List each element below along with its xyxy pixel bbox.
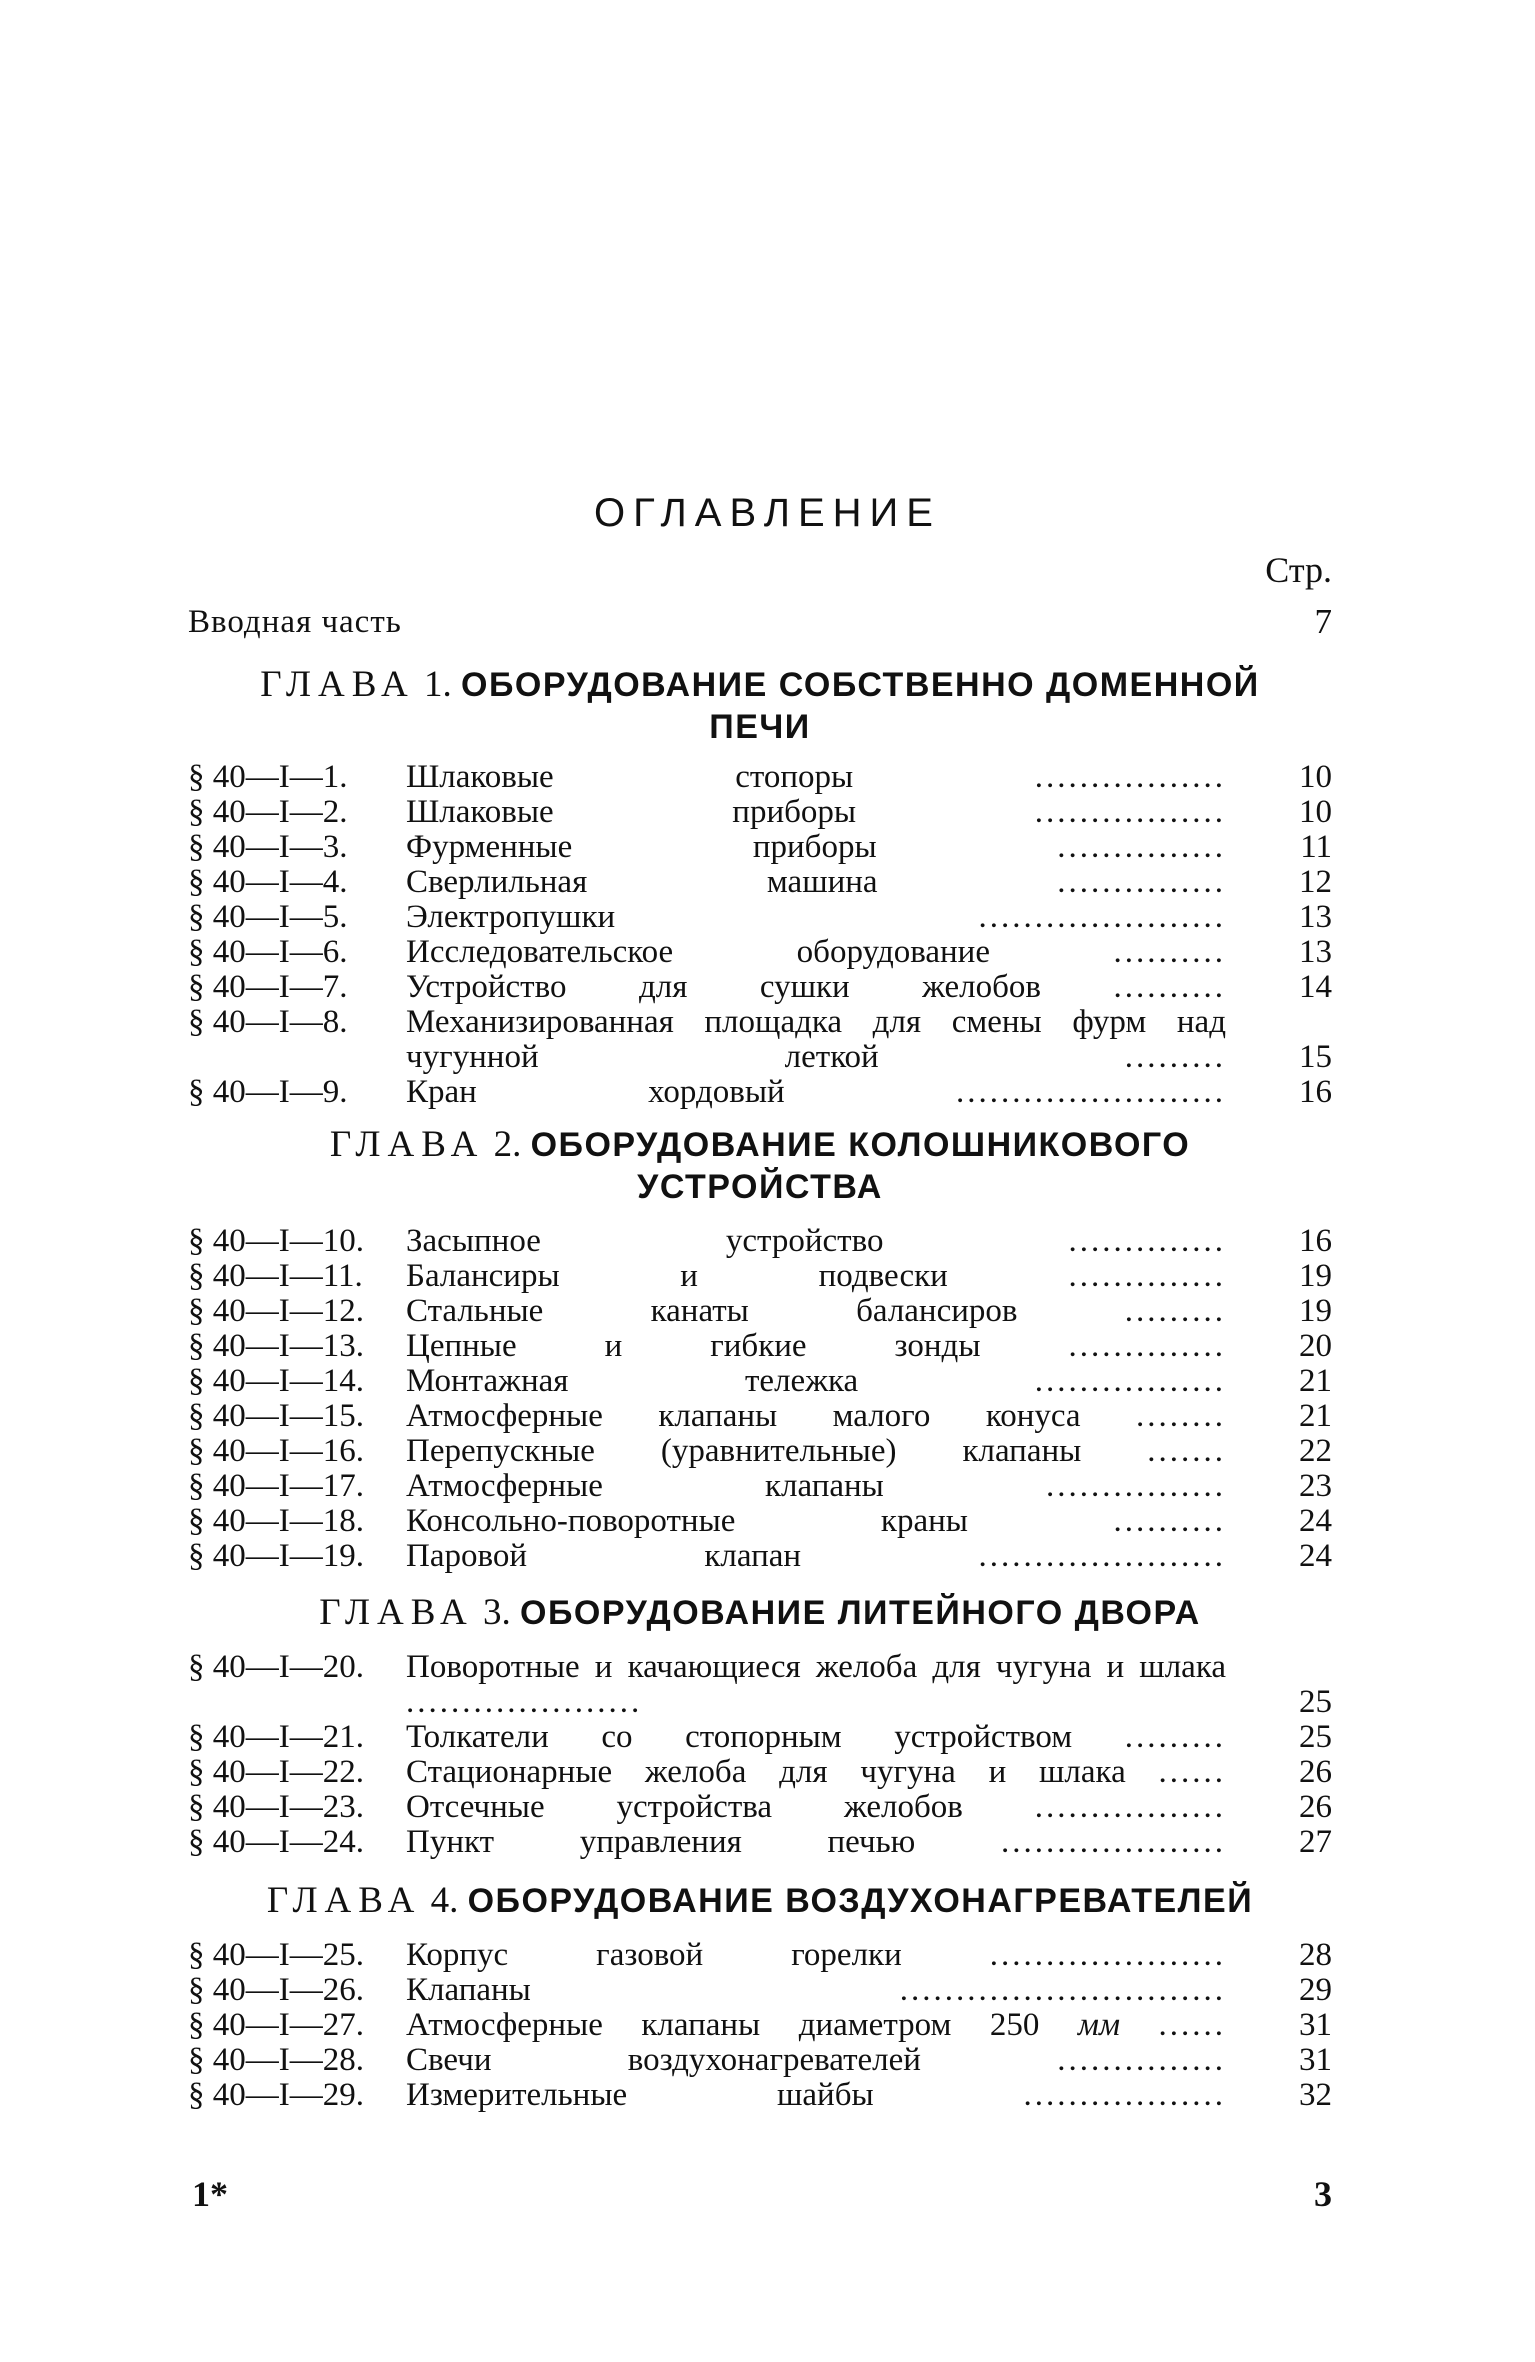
toc-entry[interactable]: § 40—I—24. Пункт управления печью .................... 27 — [188, 1824, 1332, 1860]
entry-text: Перепускные (уравнительные) клапаны — [406, 1433, 1082, 1469]
toc-entry[interactable]: § 40—I—1. Шлаковые стопоры ................. 10 — [188, 759, 1332, 795]
chapter-4-entries — [188, 1938, 1332, 2113]
chapter-1-heading — [188, 664, 1332, 748]
entry-number: § 40—I—12. — [188, 1293, 364, 1329]
toc-entry[interactable]: § 40—I—17. Атмосферные клапаны ................ 23 — [188, 1468, 1332, 1504]
toc-entry[interactable]: § 40—I—6. Исследовательское оборудование .......... 13 — [188, 934, 1332, 970]
toc-entry[interactable]: § 40—I—19. Паровой клапан ...................... 24 — [188, 1538, 1332, 1574]
entry-text: Фурменные приборы — [406, 829, 877, 865]
entry-page: 15 — [1299, 1039, 1332, 1075]
chapter-title: ОБОРУДОВАНИЕ КОЛОШНИКОВОГО — [530, 1126, 1191, 1164]
intro-page: 7 — [1314, 602, 1332, 641]
entry-text: Цепные и гибкие зонды — [406, 1328, 981, 1364]
toc-entry[interactable]: § 40—I—13. Цепные и гибкие зонды .............. 20 — [188, 1328, 1332, 1364]
chapter-3-heading — [188, 1592, 1332, 1634]
toc-entry[interactable]: § 40—I—15. Атмосферные клапаны малого конуса ........ 21 — [188, 1398, 1332, 1434]
entry-page: 31 — [1299, 2007, 1332, 2043]
entry-text: Стальные канаты балансиров — [406, 1293, 1018, 1329]
entry-text: Консольно-поворотные краны — [406, 1503, 968, 1539]
entry-number: § 40—I—5. — [188, 899, 348, 935]
page-column-header: Стр. — [1265, 550, 1332, 590]
entry-number: § 40—I—8. — [188, 1004, 348, 1040]
toc-entry[interactable]: § 40—I—22. Стационарные желоба для чугуна и шлака ...... 26 — [188, 1754, 1332, 1790]
entry-page: 10 — [1299, 759, 1332, 795]
chapter-number: 2. — [493, 1124, 522, 1165]
entry-number: § 40—I—6. — [188, 934, 348, 970]
entry-text: Монтажная тележка — [406, 1363, 859, 1399]
toc-intro-row — [188, 600, 1332, 644]
entry-number: § 40—I—13. — [188, 1328, 364, 1364]
chapter-word: ГЛАВА — [266, 1880, 422, 1921]
chapter-word: ГЛАВА — [329, 1124, 485, 1165]
chapter-heading-line-1 — [188, 664, 1332, 706]
entry-page: 31 — [1299, 2042, 1332, 2078]
chapter-word: ГЛАВА — [319, 1592, 474, 1633]
chapter-number: 3. — [483, 1592, 511, 1633]
chapter-2-entries — [188, 1224, 1332, 1574]
entry-page: 26 — [1299, 1789, 1332, 1825]
page-title: ОГЛАВЛЕНИЕ — [594, 491, 941, 535]
toc-entry[interactable]: § 40—I—29. Измерительные шайбы .................. 32 — [188, 2077, 1332, 2113]
entry-text: Устройство для сушки желобов — [406, 969, 1042, 1005]
chapter-number: 1. — [424, 664, 452, 705]
entry-text: Засыпное устройство — [406, 1223, 884, 1259]
entry-page: 21 — [1299, 1398, 1332, 1434]
entry-number: § 40—I—28. — [188, 2042, 364, 2078]
entry-page: 12 — [1299, 864, 1332, 900]
entry-page: 24 — [1299, 1503, 1332, 1539]
entry-number: § 40—I—4. — [188, 864, 348, 900]
chapter-4-heading — [188, 1880, 1332, 1922]
entry-number: § 40—I—19. — [188, 1538, 364, 1574]
entry-number: § 40—I—21. — [188, 1719, 364, 1755]
entry-page: 16 — [1299, 1074, 1332, 1110]
entry-page: 28 — [1299, 1937, 1332, 1973]
entry-text: Атмосферные клапаны малого конуса — [406, 1398, 1081, 1434]
entry-number: § 40—I—15. — [188, 1398, 364, 1434]
entry-number: § 40—I—29. — [188, 2077, 364, 2113]
toc-entry[interactable]: § 40—I—23. Отсечные устройства желобов ................. 26 — [188, 1789, 1332, 1825]
toc-entry[interactable]: § 40—I—14. Монтажная тележка ................. 21 — [188, 1363, 1332, 1399]
entry-number: § 40—I—14. — [188, 1363, 364, 1399]
entry-text: Кран хордовый — [406, 1074, 785, 1110]
toc-entry[interactable]: § 40—I—25. Корпус газовой горелки ..................... 28 — [188, 1937, 1332, 1973]
toc-entry[interactable]: § 40—I—3. Фурменные приборы ............... 11 — [188, 829, 1332, 865]
entry-text: Балансиры и подвески — [406, 1258, 948, 1294]
entry-page: 10 — [1299, 794, 1332, 830]
entry-text: Отсечные устройства желобов — [406, 1789, 963, 1825]
entry-number: § 40—I—2. — [188, 794, 348, 830]
entry-text: Клапаны — [406, 1972, 531, 2008]
entry-number: § 40—I—10. — [188, 1223, 364, 1259]
entry-text: Сверлильная машина — [406, 864, 878, 900]
toc-entry[interactable]: § 40—I—5. Электропушки ...................... 13 — [188, 899, 1332, 935]
entry-text: Поворотные и качающиеся желоба для чугуна и шлака — [406, 1649, 1226, 1685]
entry-number: § 40—I—26. — [188, 1972, 364, 2008]
entry-text: Атмосферные клапаны диаметром 250 — [406, 2007, 1040, 2043]
entry-text: Шлаковые стопоры — [406, 759, 854, 795]
chapter-number: 4. — [430, 1880, 459, 1921]
entry-number: § 40—I—23. — [188, 1789, 364, 1825]
entry-page: 13 — [1299, 934, 1332, 970]
chapter-heading-line-1 — [188, 1592, 1332, 1634]
entry-page: 21 — [1299, 1363, 1332, 1399]
entry-text: Исследовательское оборудование — [406, 934, 990, 970]
entry-page: 32 — [1299, 2077, 1332, 2113]
chapter-title-line-2: ПЕЧИ — [709, 708, 811, 746]
toc-entry[interactable]: § 40—I—26. Клапаны ............................. 29 — [188, 1972, 1332, 2008]
toc-entry[interactable]: § 40—I—9. Кран хордовый ........................ 16 — [188, 1074, 1332, 1110]
entry-number: § 40—I—3. — [188, 829, 348, 865]
entry-page: 22 — [1299, 1433, 1332, 1469]
entry-text: Паровой клапан — [406, 1538, 802, 1574]
entry-text: Электропушки — [406, 899, 616, 935]
toc-entry[interactable]: § 40—I—20. Поворотные и качающиеся желоба для чугуна и шлака ..................... 25 — [188, 1649, 1332, 1720]
entry-page: 20 — [1299, 1328, 1332, 1364]
printer-signature: 1* — [192, 2174, 228, 2214]
chapter-heading-line-1 — [188, 1880, 1332, 1922]
entry-page: 23 — [1299, 1468, 1332, 1504]
entry-number: § 40—I—25. — [188, 1937, 364, 1973]
toc-entry[interactable]: § 40—I—27. Атмосферные клапаны диаметром 250 мм ...... 31 — [188, 2007, 1332, 2043]
toc-entry[interactable]: § 40—I—2. Шлаковые приборы ................. 10 — [188, 794, 1332, 830]
entry-number: § 40—I—1. — [188, 759, 348, 795]
toc-entry[interactable]: § 40—I—10. Засыпное устройство .............. 16 — [188, 1223, 1332, 1259]
entry-number: § 40—I—27. — [188, 2007, 364, 2043]
toc-entry[interactable]: § 40—I—8. Механизированная площадка для смены фурм над чугунной леткой ......... 15 — [188, 1004, 1332, 1075]
entry-number: § 40—I—11. — [188, 1258, 363, 1294]
entry-page: 27 — [1299, 1824, 1332, 1860]
toc-entry[interactable]: § 40—I—18. Консольно-поворотные краны .......... 24 — [188, 1503, 1332, 1539]
entry-unit: мм — [1077, 2007, 1121, 2043]
chapter-word: ГЛАВА — [260, 664, 415, 705]
entry-text: Атмосферные клапаны — [406, 1468, 884, 1504]
entry-text: Измерительные шайбы — [406, 2077, 874, 2113]
entry-text: Свечи воздухонагревателей — [406, 2042, 921, 2078]
entry-number: § 40—I—16. — [188, 1433, 364, 1469]
entry-page: 14 — [1299, 969, 1332, 1005]
entry-page: 25 — [1299, 1684, 1332, 1720]
toc-entry[interactable]: § 40—I—7. Устройство для сушки желобов .......... 14 — [188, 969, 1332, 1005]
entry-number: § 40—I—20. — [188, 1649, 364, 1685]
entry-text: Корпус газовой горелки — [406, 1937, 902, 1973]
entry-page: 19 — [1299, 1258, 1332, 1294]
page-number: 3 — [1314, 2174, 1332, 2214]
entry-page: 13 — [1299, 899, 1332, 935]
entry-page: 19 — [1299, 1293, 1332, 1329]
entry-page: 11 — [1300, 829, 1332, 865]
entry-page: 29 — [1299, 1972, 1332, 2008]
entry-page: 16 — [1299, 1223, 1332, 1259]
entry-text: Пункт управления печью — [406, 1824, 916, 1860]
entry-number: § 40—I—18. — [188, 1503, 364, 1539]
entry-number: § 40—I—17. — [188, 1468, 364, 1504]
entry-number: § 40—I—9. — [188, 1074, 348, 1110]
entry-text: Шлаковые приборы — [406, 794, 857, 830]
chapter-2-heading — [188, 1124, 1332, 1208]
chapter-title: ОБОРУДОВАНИЕ СОБСТВЕННО ДОМЕННОЙ — [461, 666, 1260, 704]
toc-entry[interactable]: § 40—I—11. Балансиры и подвески .............. 19 — [188, 1258, 1332, 1294]
entry-number: § 40—I—24. — [188, 1824, 364, 1860]
toc-entry[interactable]: § 40—I—28. Свечи воздухонагревателей ............... 31 — [188, 2042, 1332, 2078]
entry-page: 26 — [1299, 1754, 1332, 1790]
chapter-title: ОБОРУДОВАНИЕ ВОЗДУХОНАГРЕВАТЕЛЕЙ — [467, 1882, 1254, 1920]
entry-page: 24 — [1299, 1538, 1332, 1574]
intro-label: Вводная часть — [188, 604, 402, 640]
chapter-1-entries — [188, 760, 1332, 1110]
entry-page: 25 — [1299, 1719, 1332, 1755]
toc-entry[interactable]: § 40—I—4. Сверлильная машина ............... 12 — [188, 864, 1332, 900]
toc-entry[interactable]: § 40—I—16. Перепускные (уравнительные) клапаны ....... 22 — [188, 1433, 1332, 1469]
toc-entry[interactable]: § 40—I—12. Стальные канаты балансиров ......... 19 — [188, 1293, 1332, 1329]
chapter-3-entries — [188, 1650, 1332, 1860]
chapter-title-line-2: УСТРОЙСТВА — [637, 1168, 883, 1206]
entry-number: § 40—I—7. — [188, 969, 348, 1005]
entry-text: Механизированная площадка для смены фурм над чугунной леткой — [406, 1004, 1226, 1075]
chapter-heading-line-1 — [188, 1124, 1332, 1166]
toc-entry[interactable]: § 40—I—21. Толкатели со стопорным устройством ......... 25 — [188, 1719, 1332, 1755]
entry-number: § 40—I—22. — [188, 1754, 364, 1790]
entry-text: Толкатели со стопорным устройством — [406, 1719, 1073, 1755]
chapter-title: ОБОРУДОВАНИЕ ЛИТЕЙНОГО ДВОРА — [520, 1594, 1201, 1632]
entry-text: Стационарные желоба для чугуна и шлака — [406, 1754, 1126, 1790]
